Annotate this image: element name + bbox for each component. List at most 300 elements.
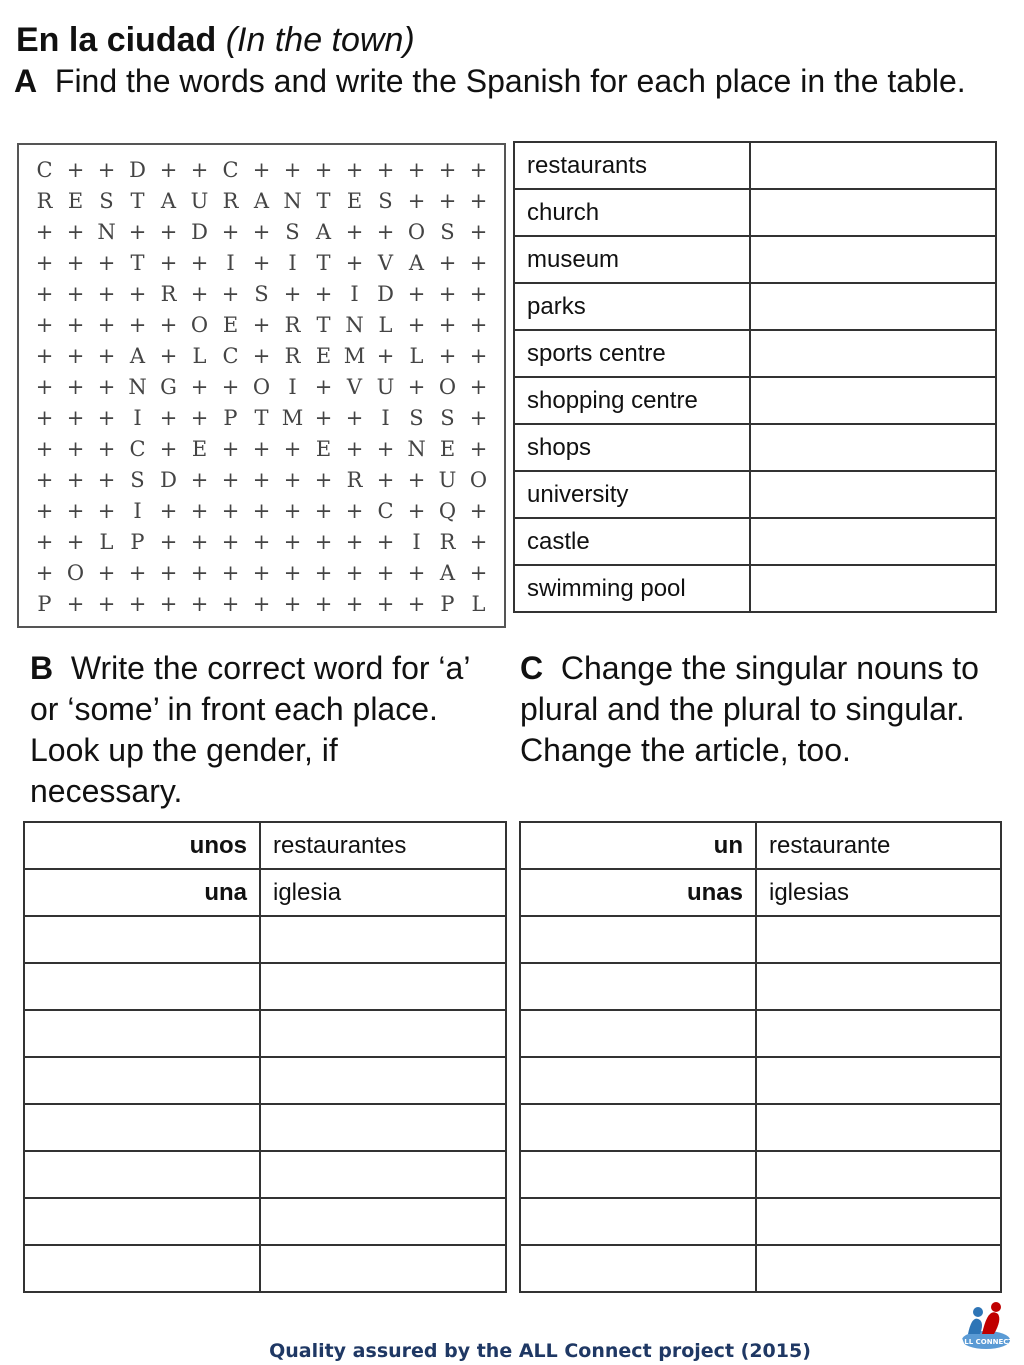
word-search-letter: + [190,282,209,306]
word-search-letter: + [97,468,116,492]
word-search-letter: O [66,561,85,585]
word-search-letter: + [314,375,333,399]
article-cell[interactable] [24,1198,260,1245]
word-search-letter: T [130,251,145,275]
word-search-letter: L [471,592,486,616]
word-search-letter: L [378,313,393,337]
word-search-letter: + [283,437,302,461]
word-search-letter: E [191,437,208,461]
word-search-letter: + [283,530,302,554]
word-search-letter: + [314,530,333,554]
word-search-letter: L [192,344,207,368]
word-search-letter: + [97,282,116,306]
word-search-letter: + [66,220,85,244]
word-search-letter: + [128,282,147,306]
article-cell: unos [24,822,260,869]
word-search-row [29,496,494,527]
word-search-letter: E [439,437,456,461]
article-row-b [24,1104,506,1151]
word-search-letter: N [283,189,302,213]
word-search-letter: R [222,189,239,213]
word-search-letter: + [35,282,54,306]
page-title [16,18,415,62]
section-b-letter: B [30,650,54,686]
word-search-letter: + [469,561,488,585]
english-place: parks [514,283,750,330]
word-search-letter: N [345,313,364,337]
word-search-letter: + [376,468,395,492]
word-search-letter: A [129,344,146,368]
word-search-letter: + [66,406,85,430]
word-search-letter: R [160,282,177,306]
word-search-letter: A [160,189,177,213]
noun-cell[interactable] [756,1057,1001,1104]
word-search-letter: + [221,282,240,306]
word-search-row [29,248,494,279]
article-row-b [24,822,506,869]
word-search-letter: E [315,437,332,461]
word-search-row [29,527,494,558]
noun-cell: iglesias [756,869,1001,916]
word-search-letter: M [343,344,366,368]
word-search-letter: + [283,592,302,616]
word-search-letter: I [133,406,142,430]
word-search-letter: + [97,158,116,182]
word-search-letter: R [346,468,363,492]
word-search-letter: + [97,344,116,368]
word-search-letter: + [97,499,116,523]
word-search-letter: + [376,437,395,461]
word-search-row [29,279,494,310]
title-translation: (In the town) [225,21,415,59]
word-search-letter: + [469,251,488,275]
plural-row-c [520,1104,1001,1151]
word-search-letter: + [35,437,54,461]
article-row-b [24,1151,506,1198]
noun-cell: restaurantes [260,822,506,869]
article-cell[interactable] [24,916,260,963]
word-search-letter: + [128,561,147,585]
word-search-letter: C [222,158,239,182]
word-search-letter: + [469,530,488,554]
word-search-letter: + [407,499,426,523]
article-cell: unas [520,869,756,916]
word-search-letter: + [128,592,147,616]
word-search-letter: + [252,251,271,275]
word-search-letter: A [315,220,332,244]
word-search-letter: + [97,251,116,275]
all-connect-logo-icon [958,1300,1014,1356]
word-search-letter: + [66,313,85,337]
article-cell[interactable] [520,963,756,1010]
article-cell[interactable] [24,1057,260,1104]
word-search-letter: + [314,592,333,616]
word-search-letter: + [97,437,116,461]
article-cell[interactable] [520,916,756,963]
word-search-letter: + [252,313,271,337]
article-cell[interactable] [520,1010,756,1057]
word-search-letter: + [159,344,178,368]
word-search-letter: + [407,375,426,399]
english-place: shops [514,424,750,471]
word-search-letter: + [221,592,240,616]
spanish-answer-cell[interactable] [750,424,996,471]
word-search-letter: V [346,375,363,399]
word-search-letter: + [252,499,271,523]
english-place: sports centre [514,330,750,377]
spanish-answer-cell[interactable] [750,236,996,283]
word-search-letter: + [35,313,54,337]
english-place: swimming pool [514,565,750,612]
word-search-letter: T [316,313,331,337]
word-search-letter: + [159,592,178,616]
word-search-letter: + [128,313,147,337]
word-search-letter: I [412,530,421,554]
word-search-letter: + [221,375,240,399]
word-search-letter: + [190,251,209,275]
word-search-row [29,403,494,434]
title-main: En la ciudad [16,21,217,59]
vocabulary-row [514,142,996,189]
word-search-letter: + [314,468,333,492]
plural-row-c [520,1198,1001,1245]
vocabulary-row [514,424,996,471]
english-place: church [514,189,750,236]
word-search-letter: S [409,406,424,430]
word-search-row [29,341,494,372]
vocabulary-row [514,283,996,330]
noun-cell[interactable] [756,1104,1001,1151]
word-search-letter: + [97,592,116,616]
article-cell[interactable] [520,1151,756,1198]
section-a-instruction [14,60,1004,102]
noun-cell[interactable] [756,1010,1001,1057]
word-search-letter: V [377,251,394,275]
vocabulary-table [513,141,997,613]
word-search-letter: + [376,530,395,554]
noun-cell[interactable] [260,1057,506,1104]
word-search-letter: + [159,158,178,182]
word-search-letter: + [128,220,147,244]
word-search-letter: C [129,437,146,461]
word-search-letter: M [281,406,304,430]
noun-cell[interactable] [756,916,1001,963]
word-search-letter: + [159,437,178,461]
word-search-letter: + [283,561,302,585]
spanish-answer-cell[interactable] [750,377,996,424]
word-search-letter: + [66,468,85,492]
word-search-letter: + [314,406,333,430]
word-search-letter: S [254,282,269,306]
word-search-letter: I [381,406,390,430]
word-search-letter: + [469,375,488,399]
spanish-answer-cell[interactable] [750,142,996,189]
word-search-letter: + [438,282,457,306]
section-c-letter: C [520,650,544,686]
section-b-text: Write the correct word for ‘a’ or ‘some’ in front each place. Look up the gender, if necessary. [30,650,470,809]
word-search-letter: + [283,282,302,306]
spanish-answer-cell[interactable] [750,283,996,330]
plural-table-c [519,821,1002,1293]
word-search-letter: + [97,313,116,337]
word-search-letter: O [469,468,488,492]
plural-row-c [520,822,1001,869]
article-row-b [24,1245,506,1292]
article-cell[interactable] [520,1198,756,1245]
word-search-letter: Q [438,499,457,523]
word-search-letter: S [130,468,145,492]
word-search-letter: + [35,344,54,368]
word-search-letter: + [469,313,488,337]
word-search-letter: + [97,375,116,399]
word-search-letter: + [438,189,457,213]
english-place: shopping centre [514,377,750,424]
article-row-b [24,869,506,916]
article-table-b [23,821,507,1293]
word-search-letter: + [314,499,333,523]
word-search-letter: + [407,561,426,585]
word-search-letter: + [221,530,240,554]
word-search-letter: + [438,251,457,275]
article-cell[interactable] [24,963,260,1010]
word-search-letter: S [99,189,114,213]
word-search-letter: + [66,251,85,275]
word-search-letter: + [190,499,209,523]
word-search-letter: U [190,189,209,213]
word-search-letter: + [66,375,85,399]
word-search-row [29,465,494,496]
word-search-letter: + [35,499,54,523]
article-cell[interactable] [24,1104,260,1151]
plural-row-c [520,1057,1001,1104]
word-search-letter: E [67,189,84,213]
noun-cell[interactable] [260,963,506,1010]
article-row-b [24,916,506,963]
word-search-letter: + [35,561,54,585]
word-search-letter: S [285,220,300,244]
word-search-letter: + [345,158,364,182]
word-search-letter: + [190,406,209,430]
word-search-letter: + [97,406,116,430]
word-search-letter: P [130,530,145,554]
word-search-letter: + [407,189,426,213]
word-search-letter: C [222,344,239,368]
word-search-letter: + [159,251,178,275]
word-search-letter: C [36,158,53,182]
article-cell: un [520,822,756,869]
word-search-letter: + [66,499,85,523]
word-search-letter: L [409,344,424,368]
article-cell: una [24,869,260,916]
article-cell[interactable] [24,1010,260,1057]
word-search-letter: A [408,251,425,275]
noun-cell[interactable] [756,1151,1001,1198]
word-search-letter: + [314,561,333,585]
word-search-letter: + [469,344,488,368]
word-search-letter: P [37,592,52,616]
vocabulary-row [514,377,996,424]
word-search-letter: + [252,592,271,616]
word-search-letter: + [407,592,426,616]
word-search-letter: + [66,282,85,306]
word-search-letter: + [66,344,85,368]
word-search-letter: U [438,468,457,492]
word-search-letter: O [407,220,426,244]
article-row-b [24,1057,506,1104]
word-search-letter: C [377,499,394,523]
section-b-instruction [30,648,490,812]
word-search-letter: + [159,530,178,554]
word-search-letter: + [35,530,54,554]
word-search-letter: + [190,592,209,616]
word-search-letter: + [66,530,85,554]
word-search-letter: + [252,530,271,554]
word-search-letter: + [221,220,240,244]
word-search-row [29,186,494,217]
word-search-letter: T [316,189,331,213]
word-search-letter: + [283,468,302,492]
article-cell[interactable] [520,1245,756,1292]
word-search-letter: + [469,499,488,523]
section-c-instruction [520,648,1000,771]
word-search-letter: T [130,189,145,213]
section-a-letter: A [14,63,38,99]
noun-cell[interactable] [260,1245,506,1292]
word-search-letter: + [35,375,54,399]
word-search-letter: N [407,437,426,461]
footer-quality-note: Quality assured by the ALL Connect project (2015) [269,1340,811,1362]
english-place: museum [514,236,750,283]
word-search-letter: + [190,158,209,182]
word-search-letter: + [438,158,457,182]
word-search-row [29,310,494,341]
word-search-letter: E [346,189,363,213]
word-search-letter: + [345,437,364,461]
word-search-letter: N [97,220,116,244]
word-search-letter: + [407,158,426,182]
word-search-letter: P [223,406,238,430]
word-search-letter: + [190,561,209,585]
noun-cell[interactable] [756,1198,1001,1245]
word-search-letter: + [252,561,271,585]
word-search-letter: + [345,251,364,275]
word-search-letter: + [190,530,209,554]
word-search-letter: I [226,251,235,275]
word-search-letter: + [376,592,395,616]
logo-text: ALL CONNECT [958,1338,1014,1346]
spanish-answer-cell[interactable] [750,518,996,565]
word-search-letter: + [35,220,54,244]
plural-row-c [520,963,1001,1010]
word-search-letter: + [35,251,54,275]
word-search-letter: + [345,499,364,523]
plural-row-c [520,916,1001,963]
noun-cell[interactable] [260,1151,506,1198]
word-search-letter: D [129,158,146,182]
vocabulary-row [514,330,996,377]
word-search-letter: P [440,592,455,616]
word-search-letter: + [345,530,364,554]
english-place: university [514,471,750,518]
article-cell[interactable] [520,1057,756,1104]
word-search-letter: + [376,158,395,182]
noun-cell[interactable] [260,916,506,963]
word-search-letter: + [66,437,85,461]
noun-cell[interactable] [756,1245,1001,1292]
word-search-letter: + [283,499,302,523]
word-search-letter: R [439,530,456,554]
word-search-row [29,434,494,465]
word-search-letter: I [133,499,142,523]
word-search-letter: + [221,468,240,492]
english-place: restaurants [514,142,750,189]
word-search-letter: + [159,499,178,523]
plural-row-c [520,1010,1001,1057]
article-row-b [24,963,506,1010]
word-search-row [29,372,494,403]
spanish-answer-cell[interactable] [750,189,996,236]
noun-cell[interactable] [260,1010,506,1057]
word-search-letter: L [99,530,114,554]
word-search-letter: N [128,375,147,399]
section-a-text: Find the words and write the Spanish for each place in the table. [54,63,966,99]
article-cell[interactable] [24,1245,260,1292]
word-search-letter: + [376,344,395,368]
noun-cell[interactable] [260,1104,506,1151]
word-search-letter: + [252,437,271,461]
word-search-letter: S [378,189,393,213]
word-search-letter: O [190,313,209,337]
word-search-letter: + [345,592,364,616]
article-cell[interactable] [520,1104,756,1151]
word-search-letter: + [159,220,178,244]
vocabulary-row [514,236,996,283]
spanish-answer-cell[interactable] [750,471,996,518]
word-search-letter: + [221,499,240,523]
word-search-letter: + [407,468,426,492]
word-search-letter: + [469,282,488,306]
word-search-letter: + [469,406,488,430]
noun-cell[interactable] [756,963,1001,1010]
word-search-letter: + [159,561,178,585]
word-search-letter: S [440,220,455,244]
article-cell[interactable] [24,1151,260,1198]
english-place: castle [514,518,750,565]
plural-row-c [520,1151,1001,1198]
word-search-letter: + [35,406,54,430]
word-search-letter: D [377,282,394,306]
noun-cell[interactable] [260,1198,506,1245]
word-search-letter: + [469,189,488,213]
word-search-letter: + [376,561,395,585]
section-c-text: Change the singular nouns to plural and the plural to singular. Change the article, too. [520,650,979,768]
word-search-letter: + [159,313,178,337]
word-search-letter: + [345,220,364,244]
word-search-letter: I [350,282,359,306]
word-search [17,143,506,628]
vocabulary-row [514,518,996,565]
word-search-letter: R [284,313,301,337]
spanish-answer-cell[interactable] [750,565,996,612]
word-search-letter: S [440,406,455,430]
spanish-answer-cell[interactable] [750,330,996,377]
word-search-letter: + [407,313,426,337]
word-search-letter: + [66,158,85,182]
word-search-letter: + [345,561,364,585]
word-search-letter: A [253,189,270,213]
word-search-letter: + [221,437,240,461]
word-search-letter: A [439,561,456,585]
